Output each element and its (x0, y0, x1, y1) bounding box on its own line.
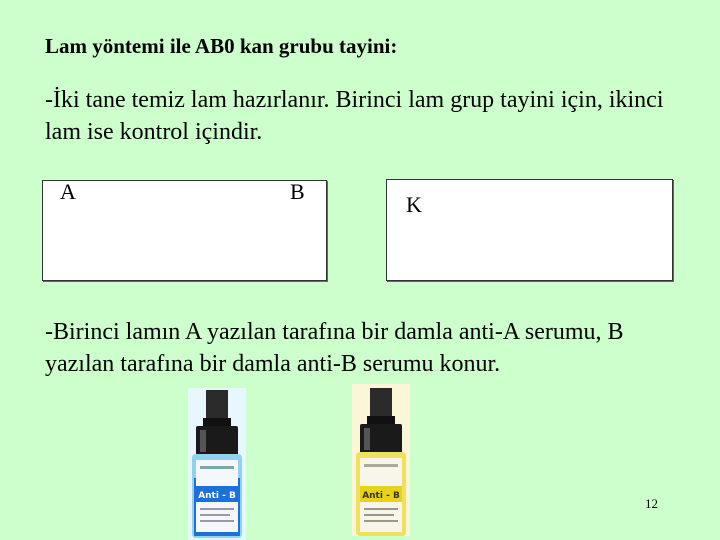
glass-slide-control (386, 179, 673, 281)
anti-b-serum-bottle-blue (188, 388, 246, 540)
bottle-label-text: Anti - B (198, 491, 236, 501)
slide-label-a: A (60, 179, 76, 204)
anti-b-serum-bottle-yellow (352, 384, 410, 536)
slide-title: Lam yöntemi ile AB0 kan grubu tayini: (45, 34, 398, 58)
bottle-label-text: Anti - B (362, 491, 400, 501)
slide-label-k: K (406, 192, 422, 217)
page-number: 12 (645, 496, 658, 511)
instruction-paragraph-2: -Birinci lamın A yazılan tarafına bir damla anti-A serumu, B yazılan tarafına bir damla anti-B serumu konur. (45, 319, 624, 377)
slide-label-b: B (290, 179, 305, 204)
instruction-paragraph-1: -İki tane temiz lam hazırlanır. Birinci lam grup tayini için, ikinci lam ise kontrol içindir. (45, 87, 664, 145)
glass-slide-ab (42, 180, 327, 281)
